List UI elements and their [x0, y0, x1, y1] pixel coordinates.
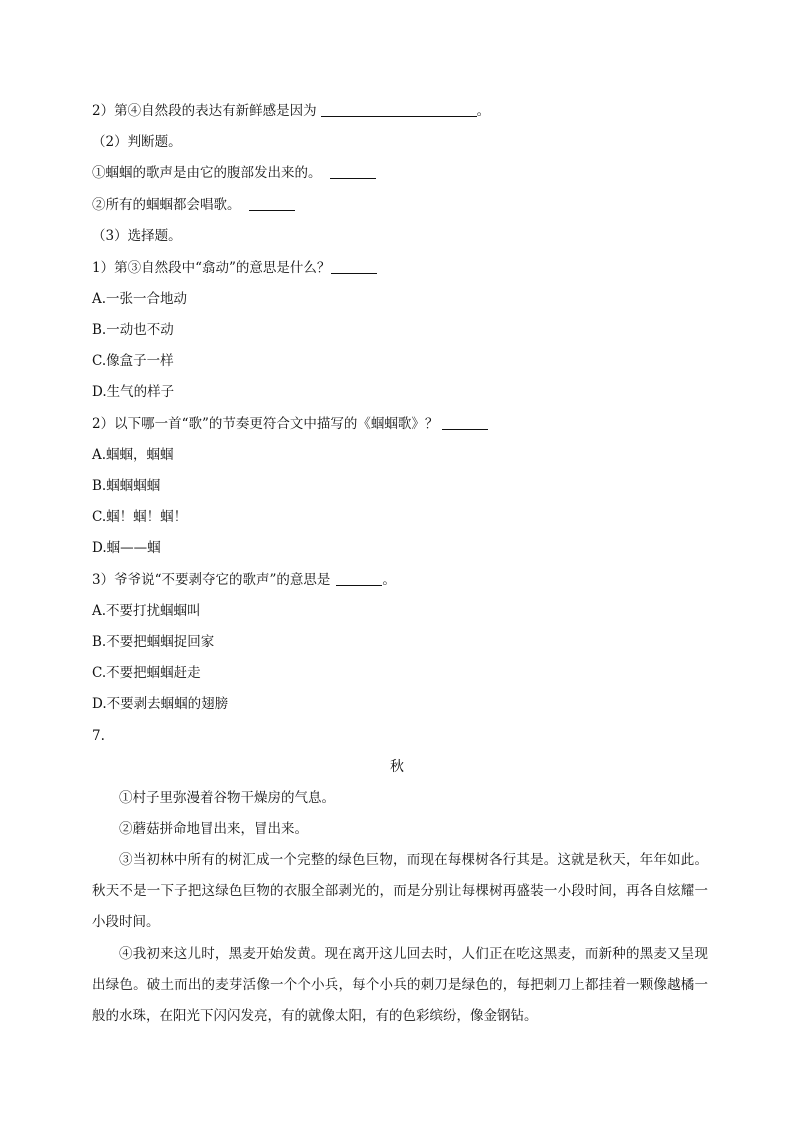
choice-question-2 — [92, 416, 488, 432]
option-item: C.不要把蝈蝈赶走 — [92, 665, 201, 681]
option-item: B.蝈蝈蝈蝈 — [92, 478, 161, 494]
judge-item-1 — [92, 165, 376, 181]
passage-title: 秋 — [390, 759, 404, 775]
option-item: A.不要打扰蝈蝈叫 — [92, 603, 201, 619]
judge-heading: （2）判断题。 — [92, 134, 182, 150]
passage-paragraph-3: ③当初林中所有的树汇成一个完整的绿色巨物，而现在每棵树各行其是。这就是秋天，年年如此。秋天不是一下子把这绿色巨物的衣服全部剥光的，而是分别让每棵树再盛装一小段时间，再各自炫耀一小段时间。 — [92, 852, 708, 930]
option-item: A.蝈蝈，蝈蝈 — [92, 447, 174, 463]
answer-blank[interactable] — [331, 261, 377, 274]
passage-paragraph-1: ①村子里弥漫着谷物干燥房的气息。 — [119, 790, 335, 806]
judge-item-2 — [92, 197, 295, 213]
option-item: C.蝈！蝈！蝈！ — [92, 509, 188, 525]
option-item: A.一张一合地动 — [92, 291, 188, 307]
question-7-number: 7. — [92, 728, 105, 744]
passage-paragraph-2: ②蘑菇拼命地冒出来，冒出来。 — [119, 821, 308, 837]
passage-paragraph-4: ④我初来这儿时，黑麦开始发黄。现在离开这儿回去时，人们正在吃这黑麦，而新种的黑麦又呈现出绿色。破土而出的麦芽活像一个个小兵，每个小兵的刺刀是绿色的，每把刺刀上都挂着一颗像越橘一般的水珠，在阳光下闪闪发亮，有的就像太阳，有的色彩缤纷，像金钢钻。 — [92, 946, 708, 1024]
answer-blank[interactable] — [321, 104, 477, 117]
choice-question-3-suffix: 。 — [382, 572, 396, 588]
choice-question-1 — [92, 260, 377, 276]
choice-question-3 — [92, 572, 396, 588]
choice-question-1-text: 1）第③自然段中“翕动”的意思是什么？ — [92, 260, 331, 276]
answer-blank[interactable] — [249, 198, 295, 211]
judge-item-1-text: ①蝈蝈的歌声是由它的腹部发出来的。 — [92, 165, 322, 181]
option-item: D.不要剥去蝈蝈的翅膀 — [92, 696, 229, 712]
question-2-text: 2）第④自然段的表达有新鲜感是因为 — [92, 103, 317, 119]
choice-question-3-text: 3）爷爷说“不要剥夺它的歌声”的意思是 — [92, 572, 331, 588]
choice-heading: （3）选择题。 — [92, 228, 182, 244]
option-item: C.像盒子一样 — [92, 353, 174, 369]
answer-blank[interactable] — [336, 573, 382, 586]
judge-item-2-text: ②所有的蝈蝈都会唱歌。 — [92, 197, 241, 213]
option-item: B.一动也不动 — [92, 322, 174, 338]
answer-blank[interactable] — [442, 417, 488, 430]
choice-question-2-text: 2）以下哪一首“歌”的节奏更符合文中描写的《蝈蝈歌》？ — [92, 416, 439, 432]
option-item: D.生气的样子 — [92, 384, 175, 400]
question-2-suffix: 。 — [476, 103, 491, 119]
question-2-line — [92, 103, 490, 119]
option-item: B.不要把蝈蝈捉回家 — [92, 634, 215, 650]
option-item: D.蝈——蝈 — [92, 540, 161, 556]
answer-blank[interactable] — [330, 166, 376, 179]
